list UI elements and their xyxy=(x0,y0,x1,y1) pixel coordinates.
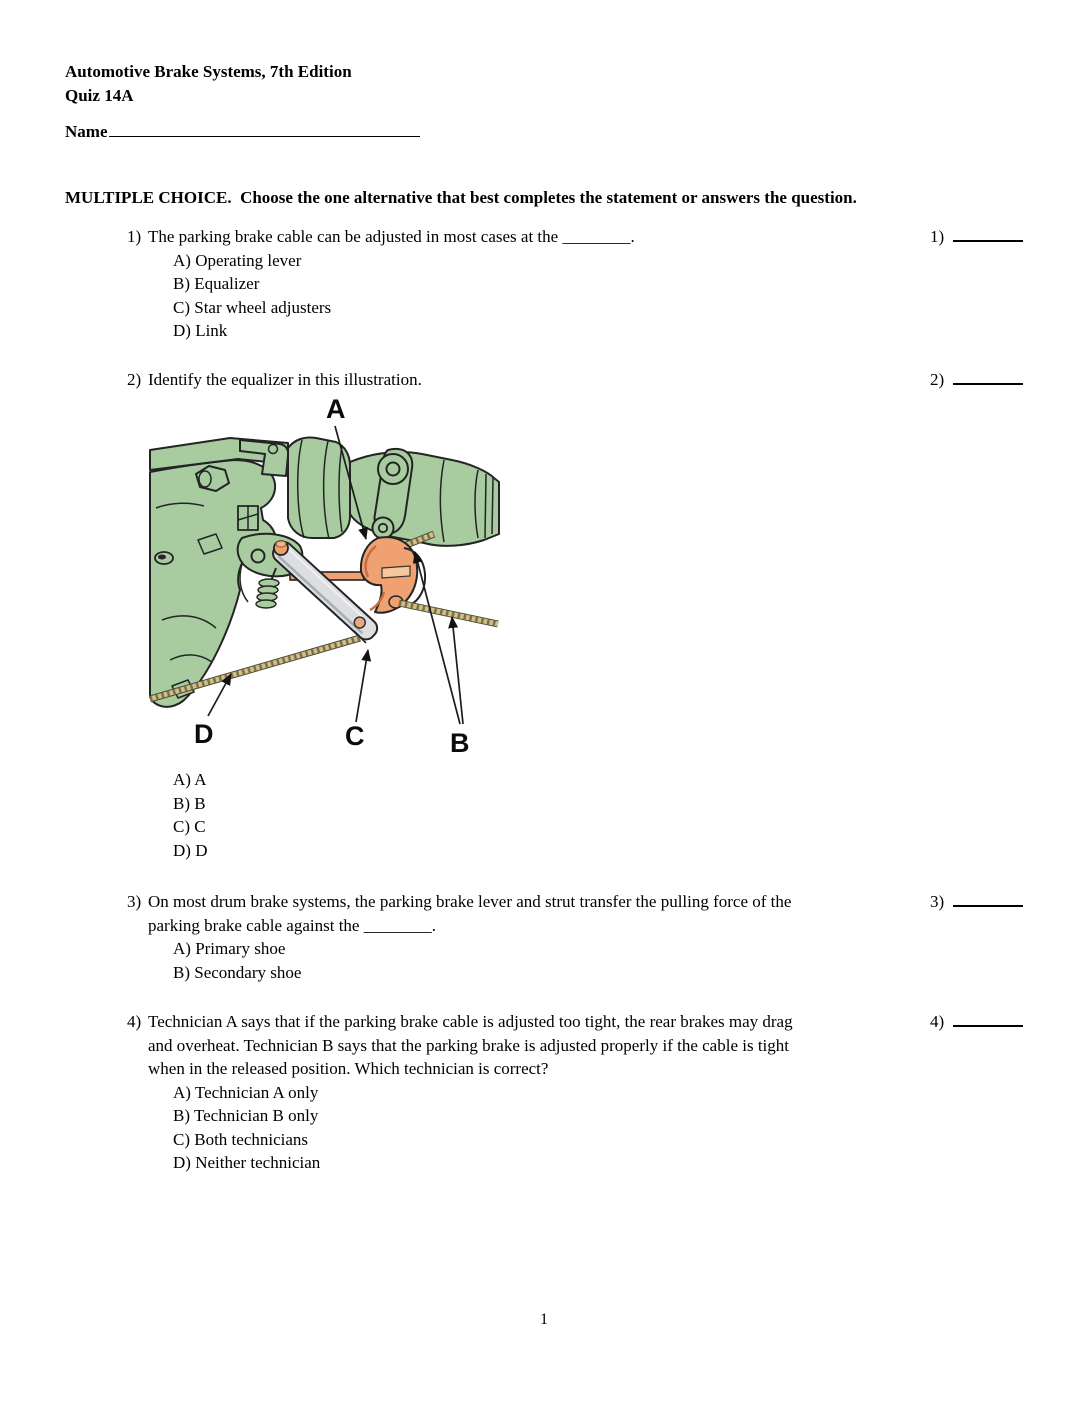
question-line: The parking brake cable can be adjusted in most cases at the ________. xyxy=(148,227,635,246)
option: A) Technician A only xyxy=(173,1082,319,1102)
option: C) Both technicians xyxy=(173,1129,309,1149)
question-line: and overheat. Technician B says that the parking brake is adjusted properly if the cable is tight xyxy=(148,1035,789,1055)
question-3 xyxy=(127,890,937,984)
option: B) B xyxy=(173,793,206,813)
illustration-label-d: D xyxy=(194,719,214,749)
illustration-label-b: B xyxy=(450,728,470,758)
illustration-label-a: A xyxy=(326,394,346,424)
question-2-options-block xyxy=(127,768,937,862)
question-1 xyxy=(127,225,937,343)
answer-ref-number: 2) xyxy=(930,370,945,389)
question-2-options xyxy=(173,768,937,862)
quiz-title: Quiz 14A xyxy=(65,85,134,105)
question-4-text xyxy=(127,1010,937,1081)
question-number: 2) xyxy=(127,370,142,389)
option: B) Secondary shoe xyxy=(173,962,302,982)
driveshaft-boot-graphic xyxy=(288,437,350,539)
answer-blank-line xyxy=(953,370,1023,385)
option: D) D xyxy=(173,840,208,860)
option: B) Technician B only xyxy=(173,1106,319,1125)
question-number: 4) xyxy=(127,1012,142,1031)
name-row xyxy=(65,120,420,144)
name-blank-line xyxy=(109,120,420,137)
answer-ref-1 xyxy=(930,225,1023,249)
equalizer-graphic xyxy=(361,537,425,613)
answer-ref-3 xyxy=(930,890,1023,914)
question-number: 1) xyxy=(127,227,142,246)
illustration-label-c: C xyxy=(345,721,365,751)
option: B) Equalizer xyxy=(173,274,260,293)
question-line: Technician A says that if the parking brake cable is adjusted too tight, the rear brakes may drag xyxy=(148,1012,793,1031)
document-header xyxy=(65,60,352,107)
multiple-choice-instructions: MULTIPLE CHOICE. Choose the one alternative that best completes the statement or answers the question. xyxy=(65,188,857,207)
option: C) Star wheel adjusters xyxy=(173,297,332,317)
axle-housing-graphic xyxy=(150,438,302,707)
question-3-options xyxy=(173,937,937,984)
option: D) Link xyxy=(173,321,228,340)
equalizer-illustration xyxy=(142,388,510,760)
equalizer-illustration-svg xyxy=(142,388,510,760)
option: D) Neither technician xyxy=(173,1153,321,1172)
book-title: Automotive Brake Systems, 7th Edition xyxy=(65,62,352,81)
name-label: Name xyxy=(65,122,108,141)
question-line: when in the released position. Which technician is correct? xyxy=(148,1059,549,1078)
question-line: On most drum brake systems, the parking brake lever and strut transfer the pulling force of the xyxy=(148,892,792,911)
answer-ref-number: 4) xyxy=(930,1012,945,1031)
question-1-text xyxy=(127,225,937,249)
option: A) A xyxy=(173,770,207,789)
question-line: parking brake cable against the ________. xyxy=(148,915,436,935)
answer-ref-4 xyxy=(930,1010,1023,1034)
answer-ref-2 xyxy=(930,368,1023,392)
answer-blank-line xyxy=(953,227,1023,242)
question-1-options xyxy=(173,249,937,343)
option: A) Operating lever xyxy=(173,250,302,270)
question-number: 3) xyxy=(127,892,142,911)
question-4 xyxy=(127,1010,937,1175)
question-3-text xyxy=(127,890,937,937)
answer-ref-number: 1) xyxy=(930,227,945,246)
page-number: 1 xyxy=(540,1311,548,1328)
question-line: Identify the equalizer in this illustration. xyxy=(148,370,422,389)
question-4-options xyxy=(173,1081,937,1175)
pivot-bolt-graphic xyxy=(274,541,288,555)
answer-ref-number: 3) xyxy=(930,892,945,911)
answer-blank-line xyxy=(953,1012,1023,1027)
driveshaft-ujoint-graphic xyxy=(350,449,499,546)
option: C) C xyxy=(173,817,206,836)
option: A) Primary shoe xyxy=(173,939,286,958)
answer-blank-line xyxy=(953,892,1023,907)
